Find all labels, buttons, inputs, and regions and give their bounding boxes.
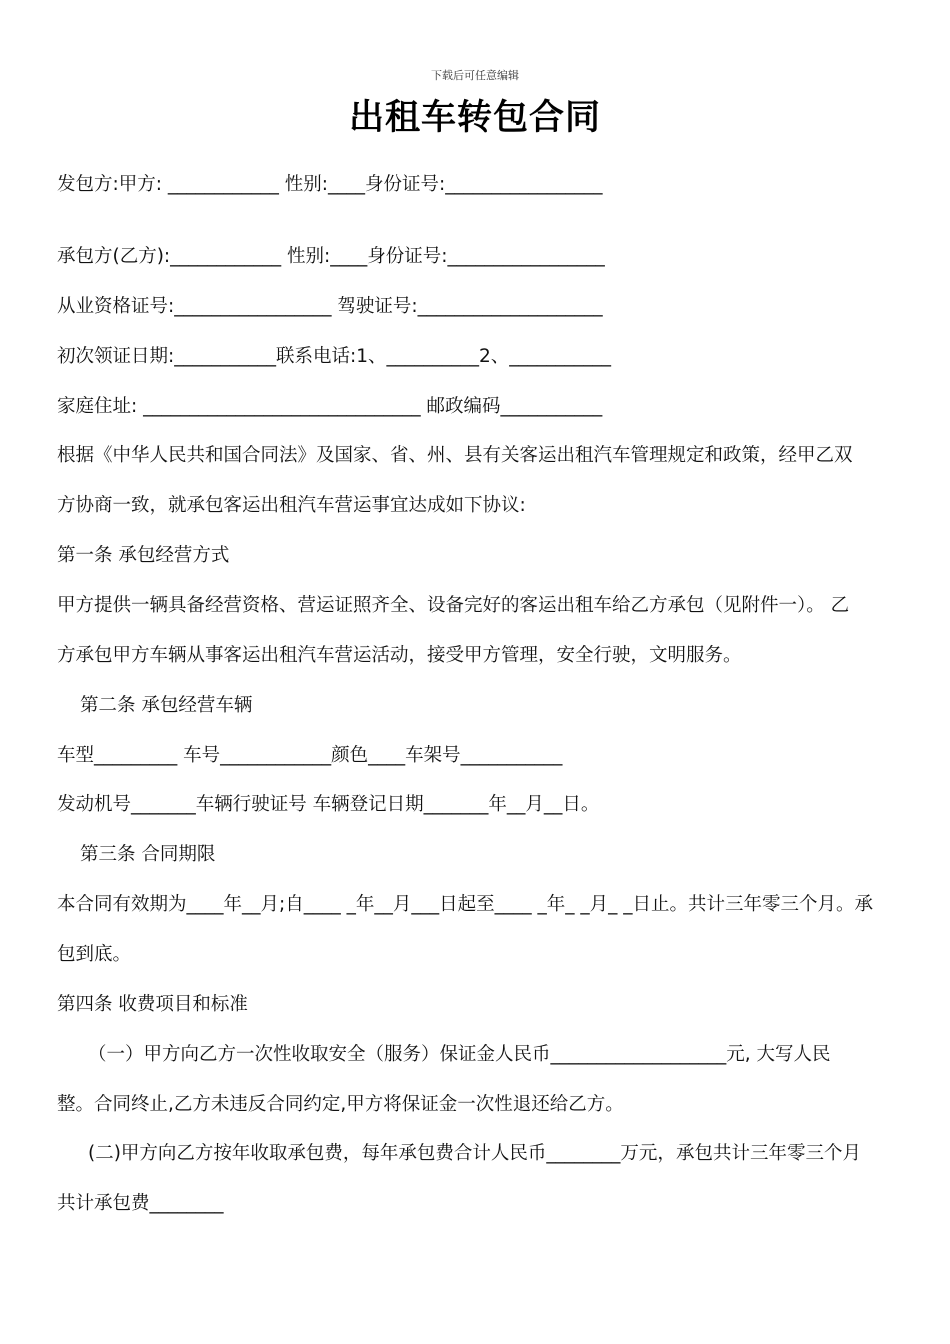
preamble-line-1: 根据《中华人民共和国合同法》及国家、省、州、县有关客运出租汽车管理规定和政策，经甲乙双 [57, 445, 853, 466]
party-a-line: 发包方:甲方: ____________ 性别:____身份证号:_________________ [57, 174, 603, 195]
contract-term-line-2: 包到底。 [57, 944, 132, 965]
article-1-heading: 第一条 承包经营方式 [57, 545, 230, 566]
article-1-text-1: 甲方提供一辆具备经营资格、营运证照齐全、设备完好的客运出租车给乙方承包（见附件一）。 乙 [57, 595, 850, 616]
header-note: 下载后可任意编辑 [431, 69, 519, 82]
document-title: 出租车转包合同 [348, 98, 601, 138]
vehicle-info-line-1: 车型_________ 车号____________颜色____车架号___________ [57, 745, 563, 766]
article-2-heading: 第二条 承包经营车辆 [80, 695, 253, 716]
first-license-date-line: 初次领证日期:___________联系电话:1、__________2、___________ [57, 346, 612, 367]
party-b-line: 承包方(乙方):____________ 性别:____身份证号:_________________ [57, 246, 605, 267]
deposit-line-1: （一）甲方向乙方一次性收取安全（服务）保证金人民币___________________元, 大写人民 [88, 1044, 831, 1065]
article-4-heading: 第四条 收费项目和标准 [57, 994, 248, 1015]
contract-term-line-1: 本合同有效期为____年__月;自____ _年__月___日起至____ _年_ _月_ _日止。共计三年零三个月。承 [57, 894, 874, 915]
article-3-heading: 第三条 合同期限 [80, 844, 216, 865]
vehicle-info-line-2: 发动机号_______车辆行驶证号 车辆登记日期_______年__月__日。 [57, 794, 600, 815]
deposit-line-2: 整。合同终止,乙方未违反合同约定,甲方将保证金一次性退还给乙方。 [57, 1094, 624, 1115]
home-address-line: 家庭住址: ______________________________ 邮政编码___________ [57, 396, 603, 417]
qualification-line: 从业资格证号:_________________ 驾驶证号:____________________ [57, 296, 603, 317]
annual-fee-line-1: (二)甲方向乙方按年收取承包费，每年承包费合计人民币________万元，承包共计三年零三个月 [88, 1143, 861, 1164]
article-1-text-2: 方承包甲方车辆从事客运出租汽车营运活动，接受甲方管理，安全行驶，文明服务。 [57, 645, 742, 666]
annual-fee-line-2: 共计承包费________ [57, 1193, 224, 1214]
preamble-line-2: 方协商一致，就承包客运出租汽车营运事宜达成如下协议: [57, 495, 526, 516]
